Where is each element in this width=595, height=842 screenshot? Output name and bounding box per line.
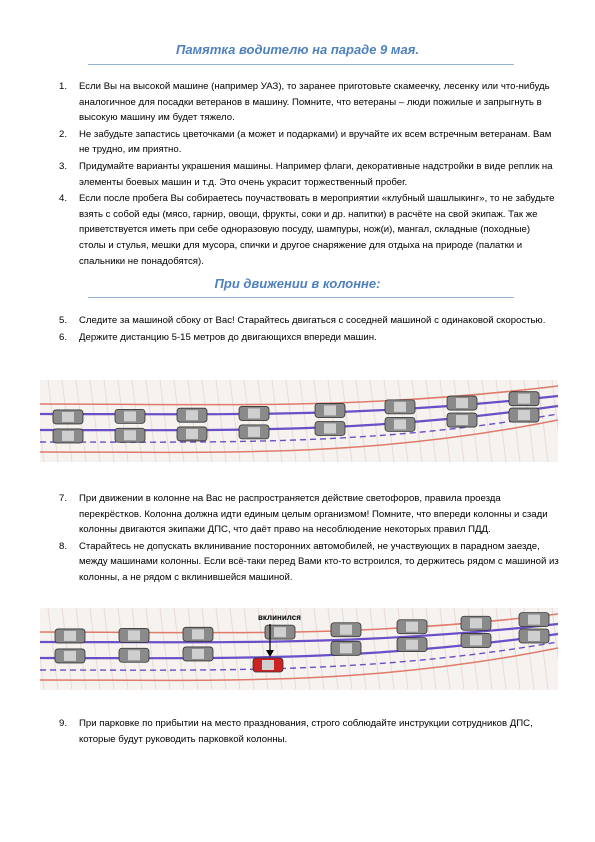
car-roof [324,423,336,433]
car-roof [394,402,406,412]
car-roof [64,631,76,641]
item-text: При парковке по прибытии на место празднования, строго соблюдайте инструкции сотрудников ДПС, которые будут руководить парковкой колонны. [79,718,533,745]
car [53,410,83,424]
car [519,629,549,643]
item-number: 5. [59,315,68,326]
car-roof [262,660,274,670]
car [509,408,539,422]
list-item [59,539,559,586]
car-roof [248,408,260,418]
intruder-label: вклинился [258,613,301,622]
car-roof [394,419,406,429]
car [183,647,213,661]
car-roof [274,627,286,637]
car [397,620,427,634]
car-roof [64,651,76,661]
car [115,409,145,423]
list-item [59,79,559,126]
list-item [59,330,559,346]
item-number: 8. [59,540,68,552]
car [177,427,207,441]
car [519,613,549,627]
car-roof [470,618,482,628]
section-underline [88,297,514,298]
item-text: Придумайте варианты украшения машины. Например флаги, декоративные надстройки в виде реплик на элементы боевых машин и т.д. Это очень украсит торжественный пробег. [79,160,553,188]
car [253,658,283,672]
list-item [59,191,559,269]
car-roof [186,429,198,439]
item-number: 9. [59,718,68,729]
car-roof [62,431,74,441]
car-roof [340,643,352,653]
car [331,623,361,637]
car-roof [192,629,204,639]
car [53,429,83,443]
item-number: 2. [59,128,68,140]
car [461,633,491,647]
car [55,649,85,663]
list-item [59,127,559,158]
car-roof [340,625,352,635]
item-number: 3. [59,160,68,172]
item-number: 4. [59,193,68,205]
car [461,616,491,630]
title-underline [88,64,514,65]
car-roof [124,411,136,421]
item-number: 1. [59,81,68,92]
item-text: Если после пробега Вы собираетесь поучаствовать в мероприятии «клубный шашлыкинг», то не забудьте взять с собой еды (мясо, гарнир, овощи, фрукты, соки и др. напитки) в расчёте на свой экипаж. Так же приветствуется иметь при себе одноразовую посуду, шампуры, нож(и), мангал, складные (походные) столы и стулья, мешки для мусора, спички и другое снаряжение для отдыха на природе (палатки и спальники не понадобятся). [79,193,555,267]
car [55,629,85,643]
car [119,628,149,642]
car [385,400,415,414]
car-roof [518,410,530,420]
car-roof [124,430,136,440]
car-roof [192,649,204,659]
list-column [59,313,559,346]
list-rules [59,491,559,587]
car-roof [324,405,336,415]
car [385,417,415,431]
intruder-diagram-svg [40,608,558,690]
car [315,421,345,435]
car-roof [128,630,140,640]
list-item [59,313,559,329]
car [239,425,269,439]
car-roof [128,650,140,660]
car-roof [528,631,540,641]
item-text: При движении в колонне на Вас не распространяется действие светофоров, правила проезда перекрёстков. Колонна должна идти единым целым организмом! Помните, что впереди колонны и сзади колонны двигаются экипажи ДПС, что даёт право на несоблюдение некоторых правил ПДД. [79,493,548,536]
car [183,627,213,641]
car-roof [62,412,74,422]
car [119,648,149,662]
car-roof [456,415,468,425]
list-parking [59,716,559,748]
intruder-diagram [40,608,558,690]
car [115,428,145,442]
car [397,638,427,652]
car [315,403,345,417]
car-roof [456,398,468,408]
item-text: Держите дистанцию 5-15 метров до двигающихся впереди машин. [79,331,377,343]
list-item [59,491,559,538]
car-roof [528,615,540,625]
car [331,641,361,655]
section-heading: При движении в колонне: [214,276,381,291]
car [447,396,477,410]
car-roof [186,410,198,420]
car-roof [518,394,530,404]
car-roof [406,640,418,650]
list-general [59,79,559,270]
car-roof [470,635,482,645]
car [509,392,539,406]
car-roof [406,622,418,632]
car-roof [248,427,260,437]
convoy-diagram-svg [40,380,558,462]
list-item [59,159,559,190]
item-text: Следите за машиной сбоку от Вас! Старайтесь двигаться с соседней машиной с одинаковой скоростью. [79,315,546,326]
list-item [59,716,559,747]
page-title: Памятка водителю на параде 9 мая. [175,42,420,57]
item-text: Если Вы на высокой машине (например УАЗ), то заранее приготовьте скамеечку, лесенку или что-нибудь аналогичное для посадки ветеранов в машину. Помните, что ветераны – люди пожилые и запрыгнуть в высокую машину им будет тяжело. [79,81,550,124]
car [239,406,269,420]
item-number: 7. [59,493,68,504]
car [447,413,477,427]
item-text: Не забудьте запастись цветочками (а может и подарками) и вручайте их всем встречным ветеранам. Вам не трудно, им приятно. [79,128,552,156]
item-number: 6. [59,331,68,343]
car [177,408,207,422]
convoy-diagram [40,380,558,462]
item-text: Старайтесь не допускать вклинивание посторонних автомобилей, не участвующих в парадном заезде, между машинами колонны. Если всё-таки перед Вами кто-то встроился, то держитесь рядом с машиной из колонны, а не рядом с вклинившейся машиной. [79,540,559,583]
